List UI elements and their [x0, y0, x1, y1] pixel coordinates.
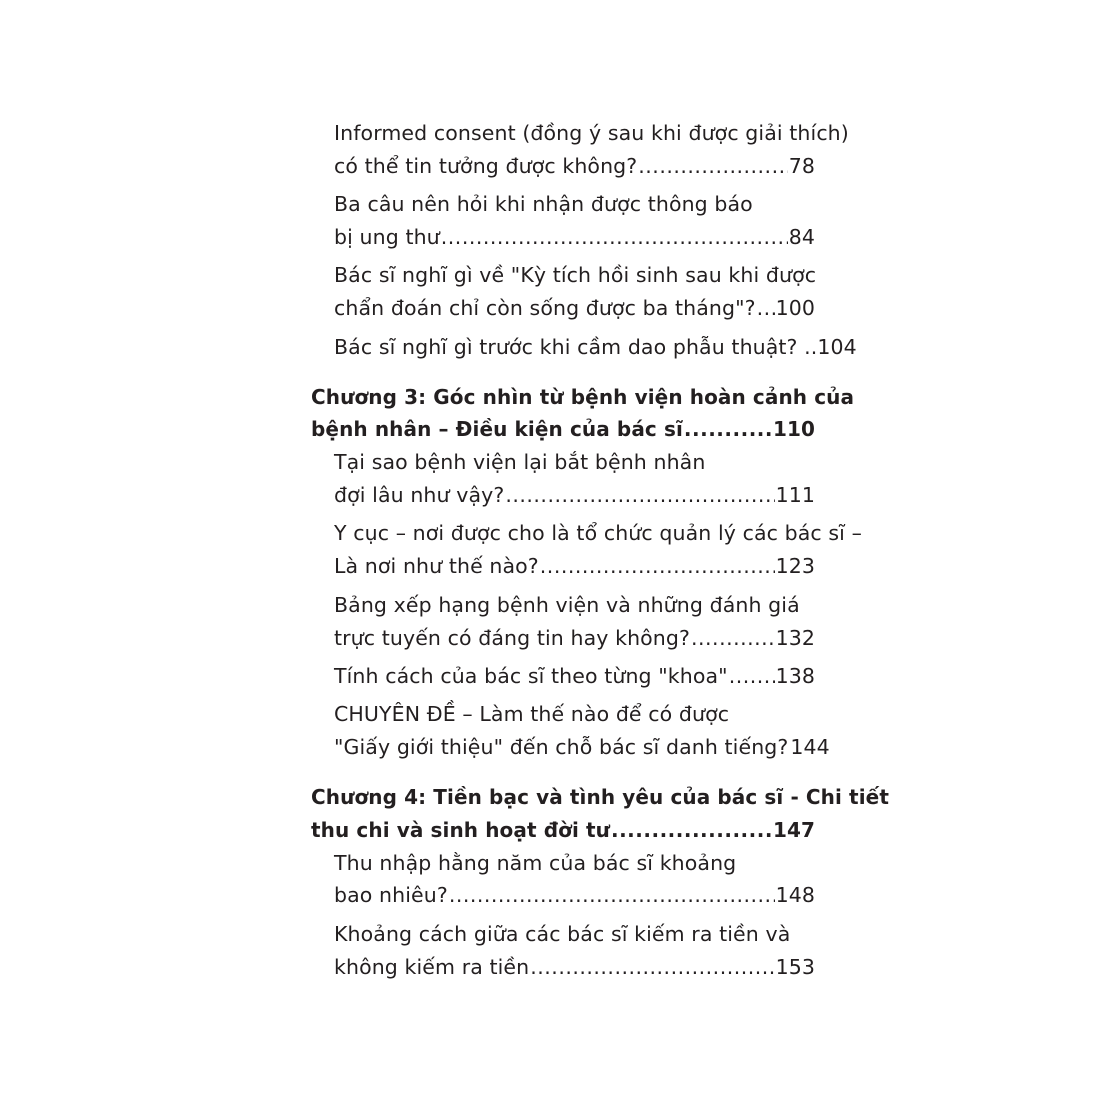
dot-leader	[449, 882, 775, 908]
dot-leader	[505, 482, 774, 508]
dot-leader	[611, 817, 772, 843]
toc-entry-line	[334, 334, 857, 360]
dot-leader	[729, 663, 775, 689]
toc-entry-line	[334, 882, 815, 908]
toc-page-number: 100	[775, 296, 815, 320]
toc-entry-line	[334, 954, 815, 980]
toc-entry-title: "Giấy giới thiệu" đến chỗ bác sĩ danh tiếng?	[334, 735, 789, 759]
chapter-page-number: 147	[772, 818, 815, 842]
dot-leader	[691, 625, 775, 651]
toc-entry-line: Thu nhập hằng năm của bác sĩ khoảng	[334, 851, 737, 875]
toc-entry-line: Informed consent (đồng ý sau khi được giải thích)	[334, 121, 849, 145]
toc-entry-title: bao nhiêu?	[334, 883, 448, 907]
dot-leader	[757, 295, 775, 321]
toc-entry-line	[334, 553, 815, 579]
dot-leader	[441, 224, 788, 250]
toc-page-number: 111	[775, 483, 815, 507]
toc-entry-title: đợi lâu như vậy?	[334, 483, 505, 507]
chapter-heading	[311, 416, 815, 442]
chapter-heading: Chương 4: Tiền bạc và tình yêu của bác sĩ - Chi tiết	[311, 785, 889, 809]
toc-entry-title: Tính cách của bác sĩ theo từng "khoa"	[334, 664, 728, 688]
toc-entry-title: bị ung thư	[334, 225, 440, 249]
toc-entry-line: Tại sao bệnh viện lại bắt bệnh nhân	[334, 450, 706, 474]
toc-entry-line	[334, 625, 815, 651]
toc-entry-title: có thể tin tưởng được không?	[334, 154, 638, 178]
toc-entry-title: chẩn đoán chỉ còn sống được ba tháng"?	[334, 296, 756, 320]
toc-entry-line	[334, 482, 815, 508]
chapter-page-number: 110	[772, 417, 815, 441]
toc-entry-line	[334, 734, 830, 760]
chapter-heading: Chương 3: Góc nhìn từ bệnh viện hoàn cảnh của	[311, 385, 855, 409]
toc-entry-line: Y cục – nơi được cho là tổ chức quản lý các bác sĩ –	[334, 521, 862, 545]
toc-page-number: 153	[775, 955, 815, 979]
toc-entry-title: không kiếm ra tiền	[334, 955, 530, 979]
chapter-heading	[311, 817, 815, 843]
toc-page-number: 148	[775, 883, 815, 907]
toc-entry-line	[334, 295, 815, 321]
toc-entry-line: Ba câu nên hỏi khi nhận được thông báo	[334, 192, 753, 216]
dot-leader	[684, 416, 772, 442]
toc-entry-line: CHUYÊN ĐỀ – Làm thế nào để có được	[334, 702, 730, 726]
toc-entry-line: Bác sĩ nghĩ gì về "Kỳ tích hồi sinh sau khi được	[334, 263, 817, 287]
toc-page-number: 123	[775, 554, 815, 578]
toc-page-number: 138	[775, 664, 815, 688]
toc-entry-line	[334, 153, 815, 179]
toc-entry-line	[334, 224, 815, 250]
toc-page-number: 78	[788, 154, 815, 178]
toc-page-number: 144	[790, 735, 830, 759]
chapter-title: thu chi và sinh hoạt đời tư	[311, 818, 610, 842]
toc-page-number: 104	[817, 335, 857, 359]
dot-leader	[530, 954, 774, 980]
toc-page-number: 84	[788, 225, 815, 249]
toc-page-number: 132	[775, 626, 815, 650]
dot-leader	[638, 153, 787, 179]
toc-entry-line: Bảng xếp hạng bệnh viện và những đánh giá	[334, 593, 800, 617]
toc-entry-title: Là nơi như thế nào?	[334, 554, 539, 578]
toc-entry-title: Bác sĩ nghĩ gì trước khi cầm dao phẫu thuật? ..	[334, 335, 818, 359]
toc-entry-line: Khoảng cách giữa các bác sĩ kiếm ra tiền và	[334, 922, 791, 946]
chapter-title: bệnh nhân – Điều kiện của bác sĩ	[311, 417, 683, 441]
toc-entry-line	[334, 663, 815, 689]
dot-leader	[540, 553, 775, 579]
toc-entry-title: trực tuyến có đáng tin hay không?	[334, 626, 690, 650]
